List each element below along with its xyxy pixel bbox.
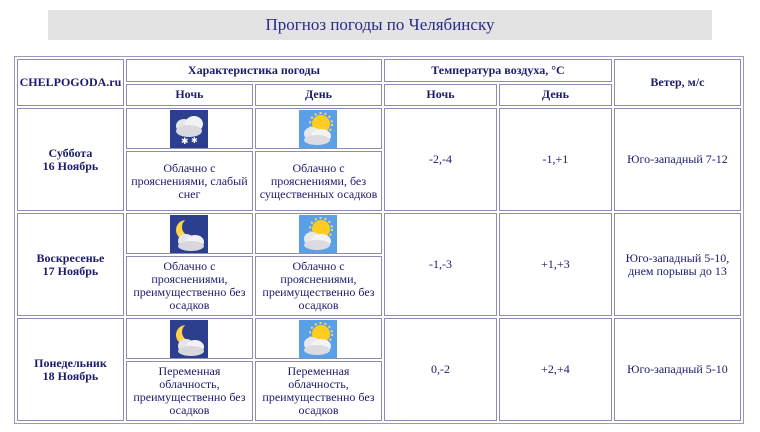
weekday: Воскресенье	[36, 250, 105, 265]
sun-cloud-icon	[299, 215, 337, 253]
date: 18 Ноябрь	[42, 368, 99, 383]
temp-night: 0,-2	[384, 318, 497, 421]
temp-day: +1,+3	[499, 213, 612, 316]
day-icon-cell	[255, 108, 382, 149]
wind-value: Юго-западный 7-12	[614, 108, 741, 211]
day-description: Облачно с прояснениями, без существенных осадков	[255, 151, 382, 211]
day-label	[17, 108, 124, 211]
night-icon-cell	[126, 213, 253, 254]
day-icon-cell	[255, 318, 382, 359]
day-description: Облачно с прояснениями, преимущественно без осадков	[255, 256, 382, 316]
night-icon-cell	[126, 108, 253, 149]
night-description: Облачно с прояснениями, слабый снег	[126, 151, 253, 211]
temp-night-subheader: Ночь	[384, 84, 497, 107]
weather-char-header: Характеристика погоды	[126, 59, 382, 82]
wind-value: Юго-западный 5-10, днем порывы до 13	[614, 213, 741, 316]
brand-link[interactable]: CHELPOGODA.ru	[17, 59, 124, 106]
night-icon-cell	[126, 318, 253, 359]
temp-night: -1,-3	[384, 213, 497, 316]
page-title: Прогноз погоды по Челябинску	[48, 10, 712, 40]
temp-day-subheader: День	[499, 84, 612, 107]
night-subheader: Ночь	[126, 84, 253, 107]
forecast-table	[14, 56, 744, 424]
svg-text:✱: ✱	[181, 136, 189, 147]
temp-night: -2,-4	[384, 108, 497, 211]
cloud-snow-night-icon	[170, 110, 208, 148]
moon-cloud-icon	[170, 215, 208, 253]
sun-cloud-icon	[299, 320, 337, 358]
temp-day: +2,+4	[499, 318, 612, 421]
date: 16 Ноябрь	[42, 158, 99, 173]
night-description: Облачно с прояснениями, преимущественно без осадков	[126, 256, 253, 316]
svg-text:✱: ✱	[191, 135, 199, 145]
moon-cloud-icon	[170, 320, 208, 358]
wind-value: Юго-западный 5-10	[614, 318, 741, 421]
temp-day: -1,+1	[499, 108, 612, 211]
weekday: Понедельник	[34, 355, 107, 370]
sun-cloud-icon	[299, 110, 337, 148]
day-description: Переменная облачность, преимущественно без осадков	[255, 361, 382, 421]
weekday: Суббота	[48, 145, 93, 160]
day-label	[17, 318, 124, 421]
wind-header: Ветер, м/с	[614, 59, 741, 106]
day-label	[17, 213, 124, 316]
date: 17 Ноябрь	[42, 263, 99, 278]
day-icon-cell	[255, 213, 382, 254]
day-subheader: День	[255, 84, 382, 107]
temperature-header: Температура воздуха, °С	[384, 59, 612, 82]
night-description: Переменная облачность, преимущественно без осадков	[126, 361, 253, 421]
